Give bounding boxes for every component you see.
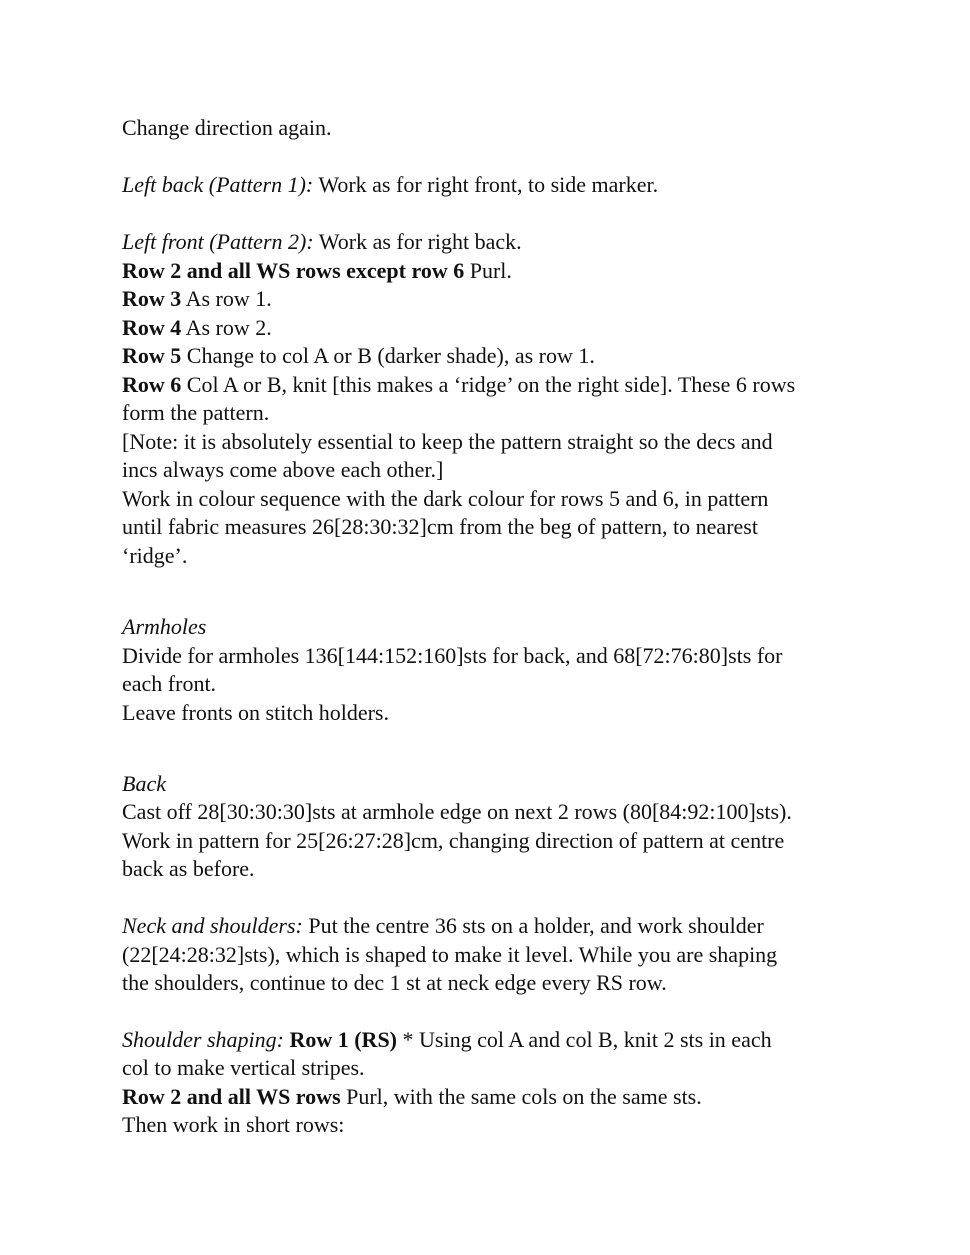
shoulder-heading: Shoulder shaping: bbox=[122, 1027, 284, 1052]
neck-heading: Neck and shoulders: bbox=[122, 913, 303, 938]
text: Divide for armholes 136[144:152:160]sts for back, and 68[72:76:80]sts for bbox=[122, 643, 783, 668]
colour-line-2 bbox=[122, 513, 758, 541]
shoulder-line-2 bbox=[122, 1054, 365, 1082]
row-4-line bbox=[122, 314, 272, 342]
text: Work in pattern for 25[26:27:28]cm, changing direction of pattern at centre bbox=[122, 828, 785, 853]
text: form the pattern. bbox=[122, 400, 270, 425]
row-label: Row 5 bbox=[122, 343, 182, 368]
back-line-1 bbox=[122, 798, 792, 826]
neck-line-1 bbox=[122, 912, 764, 940]
row-5-line bbox=[122, 342, 595, 370]
left-front-heading: Left front (Pattern 2): bbox=[122, 229, 314, 254]
neck-line-2 bbox=[122, 941, 777, 969]
colour-line-3 bbox=[122, 542, 187, 570]
text: [Note: it is absolutely essential to keep the pattern straight so the decs and bbox=[122, 429, 773, 454]
armholes-line-3 bbox=[122, 699, 389, 727]
shoulder-line-1 bbox=[122, 1026, 772, 1054]
text: each front. bbox=[122, 671, 217, 696]
text: Col A or B, knit [this makes a ‘ridge’ on the right side]. These 6 rows bbox=[181, 372, 796, 397]
text: Change direction again. bbox=[122, 115, 332, 140]
back-line-2 bbox=[122, 827, 784, 855]
text: the shoulders, continue to dec 1 st at neck edge every RS row. bbox=[122, 970, 667, 995]
text: Work in colour sequence with the dark colour for rows 5 and 6, in pattern bbox=[122, 486, 769, 511]
text: Cast off 28[30:30:30]sts at armhole edge on next 2 rows (80[84:92:100]sts). bbox=[122, 799, 792, 824]
back-heading bbox=[122, 770, 166, 798]
note-line-1 bbox=[122, 428, 773, 456]
text: Leave fronts on stitch holders. bbox=[122, 700, 389, 725]
row-label: Row 6 bbox=[122, 372, 182, 397]
text: Work as for right front, to side marker. bbox=[313, 172, 659, 197]
paragraph-left-front bbox=[122, 228, 522, 256]
row-6-line-2 bbox=[122, 399, 269, 427]
row-2-line bbox=[122, 257, 512, 285]
armholes-line-2 bbox=[122, 670, 216, 698]
text: As row 2. bbox=[181, 315, 272, 340]
row-label: Row 4 bbox=[122, 315, 182, 340]
text: col to make vertical stripes. bbox=[122, 1055, 365, 1080]
armholes-line-1 bbox=[122, 642, 783, 670]
text: Purl, with the same cols on the same sts. bbox=[340, 1084, 702, 1109]
text: until fabric measures 26[28:30:32]cm from the beg of pattern, to nearest bbox=[122, 514, 758, 539]
row-label: Row 2 and all WS rows except row 6 bbox=[122, 258, 465, 283]
text: Purl. bbox=[464, 258, 512, 283]
section-heading: Armholes bbox=[122, 614, 207, 639]
note-line-2 bbox=[122, 456, 443, 484]
row-6-line bbox=[122, 371, 795, 399]
text: back as before. bbox=[122, 856, 255, 881]
row-label: Row 2 and all WS rows bbox=[122, 1084, 341, 1109]
row-label: Row 3 bbox=[122, 286, 182, 311]
neck-line-3 bbox=[122, 969, 667, 997]
text: ‘ridge’. bbox=[122, 543, 188, 568]
armholes-heading bbox=[122, 613, 206, 641]
text: Then work in short rows: bbox=[122, 1112, 345, 1137]
text: (22[24:28:32]sts), which is shaped to make it level. While you are shaping bbox=[122, 942, 778, 967]
back-line-3 bbox=[122, 855, 255, 883]
shoulder-last-line bbox=[122, 1111, 344, 1139]
text: incs always come above each other.] bbox=[122, 457, 444, 482]
text: * Using col A and col B, knit 2 sts in each bbox=[397, 1027, 772, 1052]
paragraph-left-back bbox=[122, 171, 658, 199]
left-back-heading: Left back (Pattern 1): bbox=[122, 172, 314, 197]
paragraph-change-direction bbox=[122, 114, 332, 142]
text: Change to col A or B (darker shade), as row 1. bbox=[181, 343, 595, 368]
shoulder-row-2-line bbox=[122, 1083, 702, 1111]
row-3-line bbox=[122, 285, 272, 313]
section-heading: Back bbox=[122, 771, 166, 796]
text: As row 1. bbox=[181, 286, 272, 311]
colour-line-1 bbox=[122, 485, 768, 513]
text: Put the centre 36 sts on a holder, and work shoulder bbox=[302, 913, 764, 938]
text: Work as for right back. bbox=[313, 229, 522, 254]
row-label: Row 1 (RS) bbox=[289, 1027, 398, 1052]
